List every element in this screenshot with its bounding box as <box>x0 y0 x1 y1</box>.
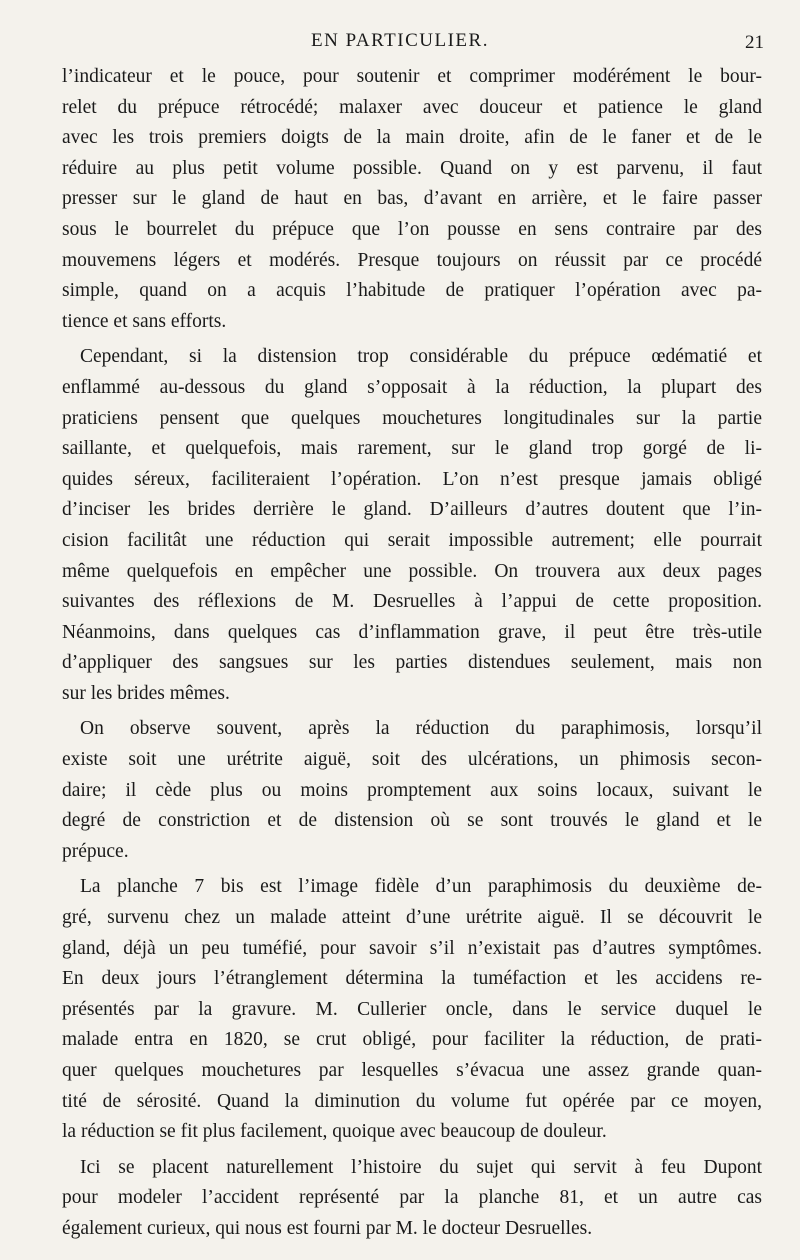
text-line: tité de sérosité. Quand la diminution du volume fut opérée par ce moyen, <box>62 1090 762 1112</box>
text-line: malade entra en 1820, se crut obligé, pour faciliter la réduction, de prati- <box>62 1029 762 1051</box>
text-line: suivantes des réflexions de M. Desruelles à l’appui de cette proposition. <box>62 591 762 613</box>
text-line: sous le bourrelet du prépuce que l’on pousse en sens contraire par des <box>62 218 762 240</box>
text-line: l’indicateur et le pouce, pour soutenir et comprimer modérément le bour- <box>62 66 762 87</box>
text-line: daire; il cède plus ou moins promptement aux soins locaux, suivant le <box>62 779 762 801</box>
paragraph-2 <box>62 342 762 709</box>
paragraph-4 <box>62 872 762 1147</box>
text-line: avec les trois premiers doigts de la main droite, afin de le faner et de le <box>62 127 762 149</box>
paragraph-5 <box>62 1153 762 1245</box>
text-line: En deux jours l’étranglement détermina la tuméfaction et les accidens re- <box>62 968 762 990</box>
running-title: EN PARTICULIER. <box>311 30 489 51</box>
text-line: gré, survenu chez un malade atteint d’une urétrite aiguë. Il se découvrit le <box>62 907 762 929</box>
paragraph-3 <box>62 714 762 867</box>
text-line: Ici se placent naturellement l’histoire du sujet qui servit à feu Dupont <box>80 1156 762 1178</box>
text-line: d’appliquer des sangsues sur les parties distendues seulement, mais non <box>62 652 762 674</box>
text-line: presser sur le gland de haut en bas, d’avant en arrière, et le faire passer <box>62 188 762 210</box>
text-line: saillante, et quelquefois, mais rarement, sur le gland trop gorgé de li- <box>62 438 762 460</box>
text-line: pour modeler l’accident représenté par la planche 81, et un autre cas <box>62 1187 762 1209</box>
body-text <box>62 62 762 1250</box>
text-line: également curieux, qui nous est fourni par M. le docteur Desruelles. <box>62 1217 593 1239</box>
text-line: mouvemens légers et modérés. Presque toujours on réussit par ce procédé <box>62 249 762 271</box>
text-line: quides séreux, faciliteraient l’opération. L’on n’est presque jamais obligé <box>62 468 762 490</box>
text-line: réduire au plus petit volume possible. Quand on y est parvenu, il faut <box>62 157 762 179</box>
text-line: même quelquefois en empêcher une possible. On trouvera aux deux pages <box>62 560 762 582</box>
text-line: Cependant, si la distension trop considérable du prépuce œdématié et <box>80 346 762 368</box>
text-line: quer quelques mouchetures par lesquelles s’évacua une assez grande quan- <box>62 1060 762 1081</box>
text-line: enflammé au-dessous du gland s’opposait à la réduction, la plupart des <box>62 376 762 398</box>
page-number: 21 <box>745 32 764 53</box>
text-line: praticiens pensent que quelques mouchetures longitudinales sur la partie <box>62 407 762 429</box>
text-line: la réduction se fit plus facilement, quoique avec beaucoup de douleur. <box>62 1121 607 1143</box>
text-line: On observe souvent, après la réduction du paraphimosis, lorsqu’il <box>80 718 762 740</box>
text-line: existe soit une urétrite aiguë, soit des ulcérations, un phimosis secon- <box>62 749 762 771</box>
text-line: d’inciser les brides derrière le gland. D’ailleurs d’autres doutent que l’in- <box>62 499 762 521</box>
text-line: gland, déjà un peu tuméfié, pour savoir s’il n’existait pas d’autres symptômes. <box>62 937 762 959</box>
text-line: cision facilitât une réduction qui serait impossible autrement; elle pourrait <box>62 529 762 551</box>
text-line: simple, quand on a acquis l’habitude de pratiquer l’opération avec pa- <box>62 280 762 302</box>
text-line: relet du prépuce rétrocédé; malaxer avec douceur et patience le gland <box>62 96 762 118</box>
text-line: La planche 7 bis est l’image fidèle d’un paraphimosis du deuxième de- <box>80 876 762 898</box>
text-line: sur les brides mêmes. <box>62 682 230 704</box>
text-line: prépuce. <box>62 840 129 862</box>
text-line: degré de constriction et de distension où se sont trouvés le gland et le <box>62 810 762 832</box>
running-head <box>0 30 800 56</box>
text-line: tience et sans efforts. <box>62 310 227 332</box>
paragraph-1 <box>62 62 762 337</box>
text-line: Néanmoins, dans quelques cas d’inflammation grave, il peut être très-utile <box>62 621 762 643</box>
text-line: présentés par la gravure. M. Cullerier oncle, dans le service duquel le <box>62 998 762 1020</box>
